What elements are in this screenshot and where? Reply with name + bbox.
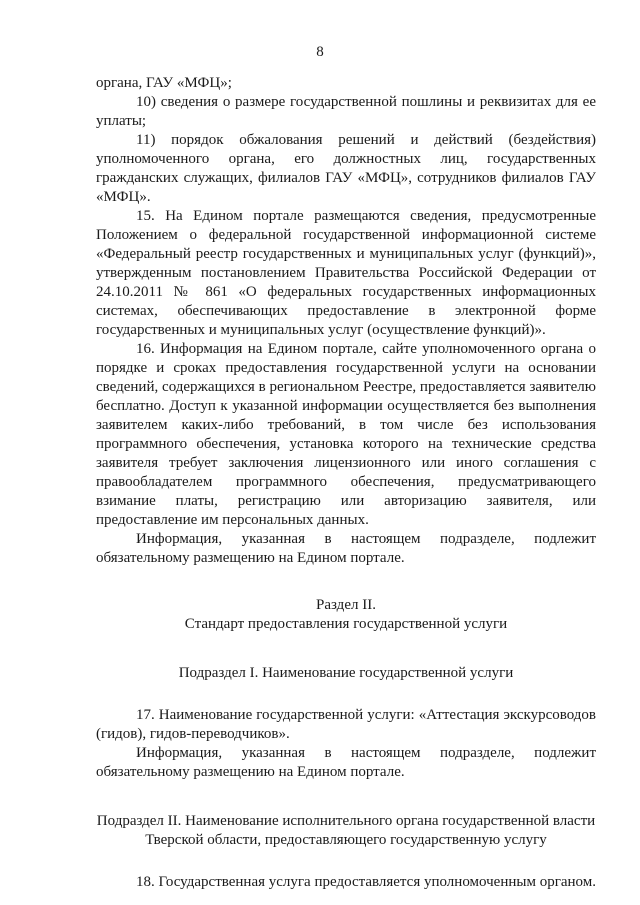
subsection-1-title: Подраздел I. Наименование государственной услуги xyxy=(178,665,514,681)
paragraph-continuation: органа, ГАУ «МФЦ»; xyxy=(96,75,232,91)
paragraph-item-11: 11) порядок обжалования решений и действий (бездействия) уполномоченного органа, его должностных лиц, государственных гражданских служащих, филиалов ГАУ «МФЦ», сотрудников филиалов ГАУ «МФЦ». xyxy=(96,132,596,205)
paragraph-16: 16. Информация на Едином портале, сайте уполномоченного органа о порядке и сроках предоставления государственной услуги на основании сведений, содержащихся в региональном Реестре, предоставляется заявителю бесплатно. Доступ к указанной информации осуществляется без выполнения заявителем каких-либо требований, в том числе без использования программного обеспечения, установка которого на технические средства заявителя требует заключения лицензионного или иного соглашения с правообладателем программного обеспечения, предусматривающего взимание платы, регистрацию или авторизацию заявителя, или предоставление им персональных данных. xyxy=(96,341,596,528)
subsection-2-title: Подраздел II. Наименование исполнительного органа государственной власти Тверской области, предоставляющего государственную услугу xyxy=(96,813,596,848)
paragraph-17-note: Информация, указанная в настоящем подразделе, подлежит обязательному размещению на Едином портале. xyxy=(96,745,596,780)
document-body xyxy=(96,74,596,892)
page-number: 8 xyxy=(316,44,324,60)
paragraph-16-note: Информация, указанная в настоящем подразделе, подлежит обязательному размещению на Едином портале. xyxy=(96,531,596,566)
paragraph-18: 18. Государственная услуга предоставляется уполномоченным органом. xyxy=(136,874,597,890)
section-label: Раздел II. xyxy=(316,597,376,613)
paragraph-15: 15. На Едином портале размещаются сведения, предусмотренные Положением о федеральной государственной информационной системе «Федеральный реестр государственных и муниципальных услуг (функций)», утвержденным постановлением Правительства Российской Федерации от 24.10.2011 № 861 «О федеральных государственных информационных системах, обеспечивающих предоставление в электронной форме государственных и муниципальных услуг (осуществление функций)». xyxy=(96,208,596,338)
section-title: Стандарт предоставления государственной услуги xyxy=(184,616,508,632)
paragraph-17: 17. Наименование государственной услуги: «Аттестация экскурсоводов (гидов), гидов-переводчиков». xyxy=(96,707,596,742)
paragraph-item-10: 10) сведения о размере государственной пошлины и реквизитах для ее уплаты; xyxy=(96,94,596,129)
